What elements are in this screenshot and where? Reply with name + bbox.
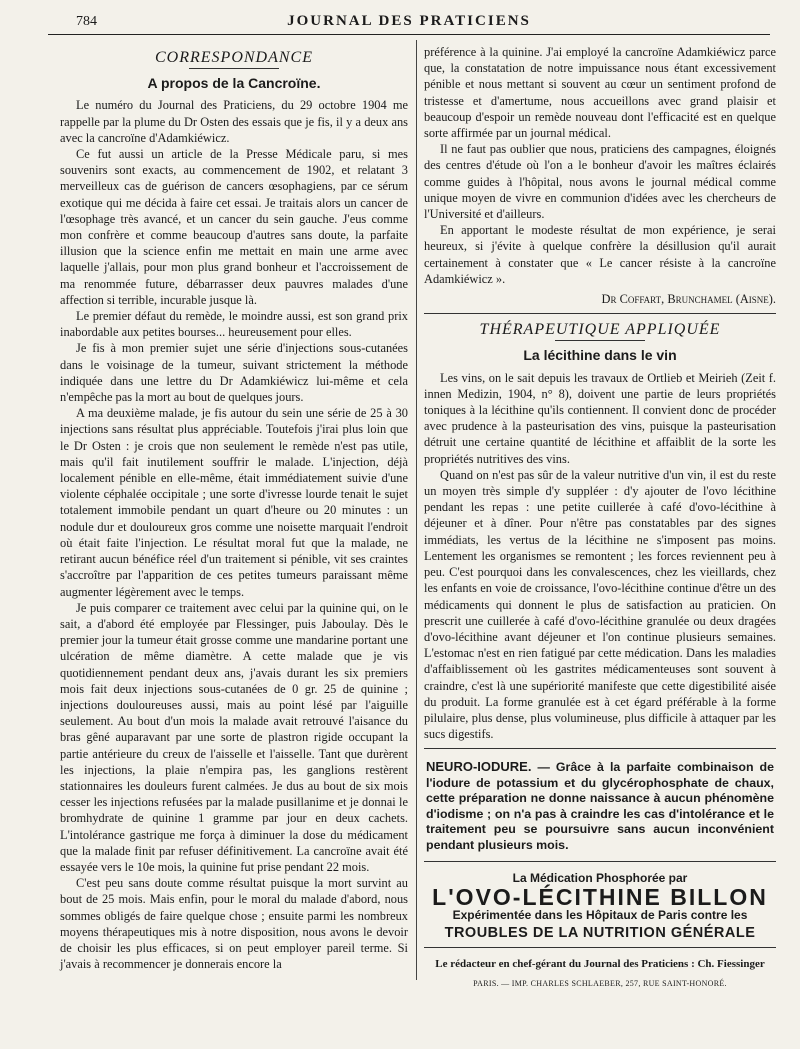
ad-lead: NEURO-IODURE. — [426, 759, 532, 775]
advertisement-neuro-iodure — [424, 757, 776, 855]
separator-rule — [424, 861, 776, 862]
paragraph: Je fis à mon premier sujet une série d'injections sous-cutanées dans le voisinage de la tumeur, suivant strictement la méthode indiquée dans une lettre du Dr Adamkiéwicz lui-même et cela n'empêche pas la mort au bout de quelques jours. — [60, 341, 408, 405]
editor-line: Le rédacteur en chef-gérant du Journal des Praticiens : Ch. Fiessinger — [435, 958, 765, 971]
section-rule — [555, 340, 645, 341]
column-divider — [416, 40, 417, 980]
printer-line: PARIS. — IMP. CHARLES SCHLAEBER, 257, RUE SAINT-HONORÉ. — [473, 979, 727, 989]
paragraph: Il ne faut pas oublier que nous, praticiens des campagnes, éloignés des centres d'étude où l'on a le bonheur d'avoir les maîtres éclairés comme guides à l'hôpital, nous avons le journal médical comme unique moyen de vivre en communion d'idées avec les chercheurs de l'Université et d'ailleurs. — [424, 142, 776, 222]
page-header — [48, 12, 770, 35]
separator-rule — [424, 947, 776, 948]
article-title-lecithine: La lécithine dans le vin — [523, 347, 677, 364]
paragraph: Ce fut aussi un article de la Presse Médicale paru, si mes souvenirs sont exacts, au commencement de 1902, et relatant 3 merveilleux cas de guérison de cancers œsophagiens, par ce sérum exotique qui me décida à faire cet essai. Je traitais alors un cancer de l'œsophage très avancé, et un cancer du sein gauche. J'eus comme mon confrère et comme beaucoup d'autres sans doute, la parfaite illusion que la science enfin me mettait en main une arme avec laquelle j'allais, pour mon plus grand bonheur et l'accroissement de ma renommée future, débarrasser deux pauvres malades d'une affection si terrible, incurable jusque là. — [60, 147, 408, 307]
ad-top-line: La Médication Phosphorée par — [512, 871, 688, 886]
paragraph: Le numéro du Journal des Praticiens, du 29 octobre 1904 me rappelle par la plume du Dr Osten des essais que je fis, il y a deux ans avec la cancroïne d'Adamkiéwicz. — [60, 98, 408, 145]
article-title-cancroine: A propos de la Cancroïne. — [147, 75, 321, 92]
section-title-therapeutique: THÉRAPEUTIQUE APPLIQUÉE — [479, 321, 721, 339]
paragraph: Je puis comparer ce traitement avec celui par la quinine qui, on le sait, a d'abord été employée par Flessinger, puis Jaboulay. Dès le premier jour la tumeur était grosse comme une mandarine portant une ulcération de même diamètre. A cette malade que je vis quotidiennement pendant deux ans, j'avais durant les six premiers mois fait deux injections sous-cutanées de 0 gr. 25 de quinine ; injections douloureuses aussi, mais au point lésé par l'aiguille seulement. Au bout d'un mois la malade avait retrouvé l'aisance du bras gêné auparavant par une sorte de plastron rigide occupant la partie antérieure du creux de l'aisselle et l'aisselle. Tant que durèrent les injections, la plaie n'empira pas, les ganglions restèrent stationnaires les douleurs furent calmées. Je dus au bout de six mois cesser les injections refusées par la malade pusillanime et je donnai le bromhydrate de quinine 1 gramme par jour en deux cachets. L'intolérance gastrique me força à diminuer la dose du médicament que la malade finit par refuser définitivement. La cancroïne avait été essayée vers le 10e mois, la quinine fut prise pendant 22 mois. — [60, 600, 408, 874]
ad-subtitle: Expérimentée dans les Hôpitaux de Paris contre les — [452, 907, 748, 922]
paragraph: Le premier défaut du remède, le moindre aussi, est son grand prix inabordable aux petites bourses... heureusement pour elles. — [60, 309, 408, 340]
page-number: 784 — [76, 14, 97, 29]
paragraph: Quand on n'est pas sûr de la valeur nutritive d'un vin, il est du reste un moyen très simple d'y suppléer : d'y ajouter de l'ovo lécithine pendant les repas : une petite cuillerée à café d'ovo-lécithine à déjeuner et à dîner. Pour n'être pas constatables par des signes immédiats, les vertus de la lécithine ne s'imposent pas moins. Lentement les organismes se remontent ; les forces reviennent peu à peu. C'est pourquoi dans les convalescences, chez les vieillards, chez les enfants en voie de croissance, l'ovo-lécithine continue d'être un des médicaments qui donnent le plus de satisfaction au praticien. On prescrit une cuillerée à café d'ovo-lécithine granulée ou deux dragées d'ovo-lécithine avant déjeuner et l'on continue plusieurs semaines. L'estomac n'est en rien fatigué par cette médication. Dans les maladies d'affaiblissement où les gastrites médicamenteuses sont souvent à craindre, c'est là une supériorité manifeste que cette digestibilité aisée du produit. La forme granulée est à cet égard préférable à la forme pilulaire, plus dense, plus volumineuse, plus difficile à attaquer par les sucs digestifs. — [424, 467, 776, 742]
paragraph: préférence à la quinine. J'ai employé la cancroïne Adamkiéwicz parce que, la constatation de notre impuissance nous étant excessivement pénible et nous mettant si souvent au cœur un sentiment profond de tristesse et d'amertume, nous accueillons avec grand plaisir et beaucoup d'espoir un remède nouveau dont l'efficacité est en quelque sorte affirmée par un journal médical. — [424, 45, 776, 141]
section-rule — [189, 68, 279, 69]
right-column — [424, 44, 776, 993]
journal-title: JOURNAL DES PRATICIENS — [287, 13, 531, 29]
section-title-correspondance: CORRESPONDANCE — [155, 49, 313, 66]
paragraph: C'est peu sans doute comme résultat puisque la mort survint au bout de 25 mois. Mais enfin, pour le moral du malade d'abord, nous sommes obligés de faire quelque chose ; ensuite parmi les nombreux moyens thérapeutiques mis à notre disposition, nous avons le devoir de choisir les plus efficaces, si on peut employer pareil terme. Si j'avais à recommencer je donnerais encore la — [60, 876, 408, 972]
ad-bottom-line: TROUBLES DE LA NUTRITION GÉNÉRALE — [444, 924, 756, 941]
separator-rule — [424, 313, 776, 314]
paragraph: Les vins, on le sait depuis les travaux de Ortlieb et Meirieh (Zeit f. innen Medizin, 1904, n° 8), doivent une partie de leurs propriétés toniques à la lécithine qu'ils contiennent. Il convient donc de procéder avec prudence à la pasteurisation des vins, puisque la pasteurisation détruit une certaine quantité de lécithine et affaiblit de la sorte les propriétés nutritives des vins. — [424, 370, 776, 466]
paragraph: En apportant le modeste résultat de mon expérience, je serai heureux, si j'évite à quelque confrère la désillusion qu'il aurait certainement à constater que « Le cancer résiste à la cancroïne Adamkiéwicz ». — [424, 223, 776, 286]
separator-rule — [424, 748, 776, 749]
ad-text: — Grâce à la parfaite combinaison de l'iodure de potassium et du glycérophosphate de chaux, cette préparation ne donne naissance à aucun phénomène d'iodisme ; on n'a pas à craindre les cas d'intolérance et le traitement peu se poursuivre sans aucun inconvénient pendant plusieurs mois. — [426, 760, 774, 852]
ad-brand-name: L'OVO-LÉCITHINE BILLON — [432, 883, 768, 910]
signature: Dr Coffart, Brunchamel (Aisne). — [601, 292, 776, 307]
left-column — [60, 44, 408, 972]
advertisement-ovo-lecithine — [424, 870, 776, 941]
paragraph: A ma deuxième malade, je fis autour du sein une série de 25 à 30 injections sans résultat plus appréciable. Toutefois j'irai plus loin que le Dr Osten : je crois que non seulement le remède n'est pas utile, mais qu'il fait inutilement souffrir le malade. L'injection, déjà localement pénible en elle-même, était immédiatement suivie d'une violente céphalée occipitale ; une sorte d'ivresse lourde tenait le sujet totalement immobile pendant un quart d'heure ou 20 minutes : un nodule dur et douloureux gros comme une noisette marquait l'endroit où était faite l'injection. Le résultat moral fut que la malade, ne retirant aucun bénéfice réel d'un traitement si pénible, vit ses craintes s'accroître par l'apparition de ces petites tumeurs paraissant même augmenter légèrement avec le temps. — [60, 406, 408, 599]
